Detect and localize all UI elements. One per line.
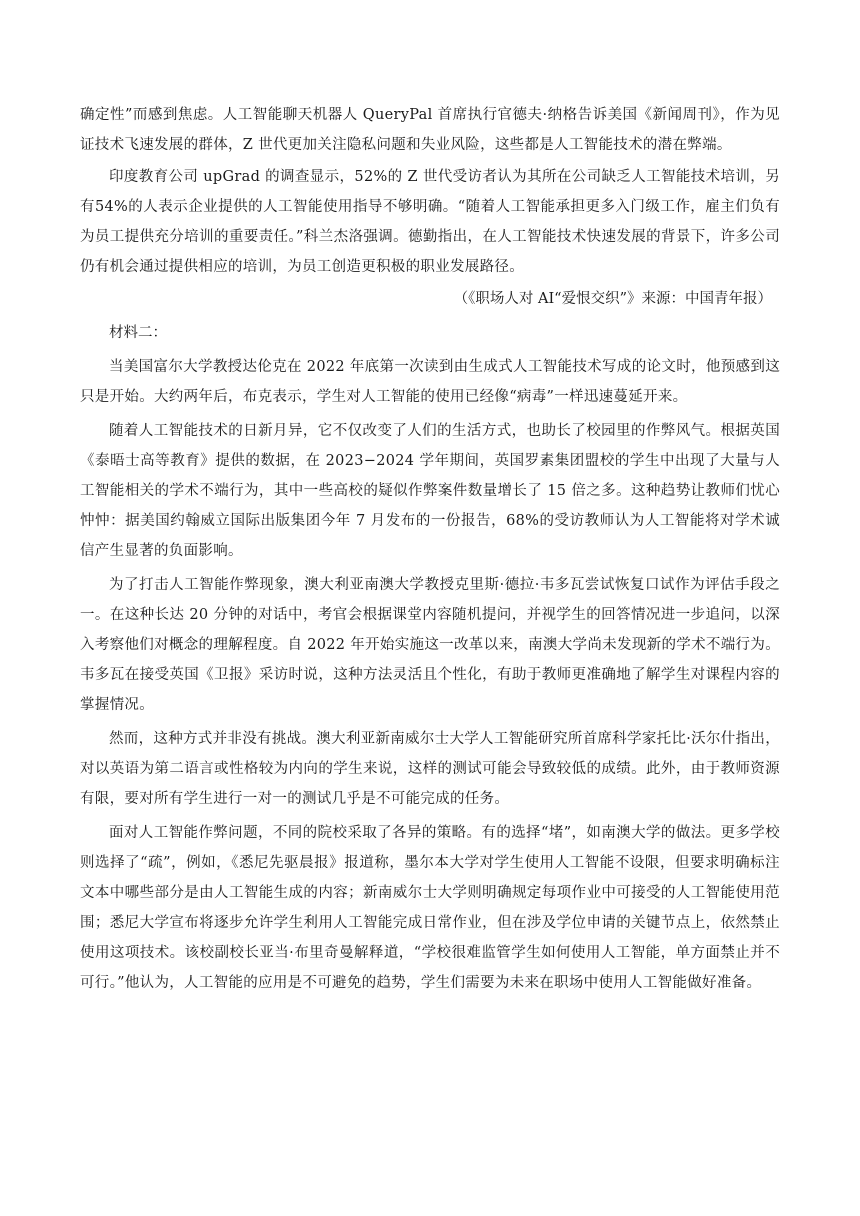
paragraph-cheating-trend: 随着人工智能技术的日新月异，它不仅改变了人们的生活方式，也助长了校园里的作弊风气。根据英国《泰晤士高等教育》提供的数据，在 2023−2024 学年期间，英国罗素集团盟校的学生中出现了大量与人工智能相关的学术不端行为，其中一些高校的疑似作弊案件数量增长了 15 倍之多。这种趋势让教师们忧心忡忡：据美国约翰威立国际出版集团今年 7 月发布的一份报告，68%的受访教师认为人工智能将对学术诚信产生显著的负面影响。	[80, 423, 780, 559]
paragraph-strategies: 面对人工智能作弊问题，不同的院校采取了各异的策略。有的选择“堵”，如南澳大学的做法。更多学校则选择了“疏”，例如，《悉尼先驱晨报》报道称，墨尔本大学对学生使用人工智能不设限，但要求明确标注文本中哪些部分是由人工智能生成的内容；新南威尔士大学则明确规定每项作业中可接受的人工智能使用范围；悉尼大学宣布将逐步允许学生利用人工智能完成日常作业，但在涉及学位申请的关键节点上，依然禁止使用这项技术。该校副校长亚当·布里奇曼解释道，“学校很难监管学生如何使用人工智能，单方面禁止并不可行。”他认为，人工智能的应用是不可避免的趋势，学生们需要为未来在职场中使用人工智能做好准备。	[80, 825, 780, 991]
section-label-material-two: 材料二：	[109, 325, 167, 341]
paragraph-upgrad-survey: 印度教育公司 upGrad 的调查显示，52%的 Z 世代受访者认为其所在公司缺乏人工智能技术培训，另有54%的人表示企业提供的人工智能使用指导不够明确。“随着人工智能承担更多入门级工作，雇主们负有为员工提供充分培训的重要责任。”科兰杰洛强调。德勤指出，在人工智能技术快速发展的背景下，许多公司仍有机会通过提供相应的培训，为员工创造更积极的职业发展路径。	[80, 169, 780, 275]
paragraph-continuation: 确定性”而感到焦虑。人工智能聊天机器人 QueryPal 首席执行官德夫·纳格告诉美国《新闻周刊》，作为见证技术飞速发展的群体，Z 世代更加关注隐私问题和失业风险，这些都是人工智能技术的潜在弊端。	[80, 107, 780, 153]
document-page	[80, 100, 780, 998]
paragraph-cornell-professor: 当美国富尔大学教授达伦克在 2022 年底第一次读到由生成式人工智能技术写成的论文时，他预感到这只是开始。大约两年后，布克表示，学生对人工智能的使用已经像“病毒”一样迅速蔓延开来。	[80, 359, 780, 405]
source-citation: （《职场人对 AI“爱恨交织”》来源：中国青年报）	[453, 291, 772, 307]
paragraph-challenges: 然而，这种方式并非没有挑战。澳大利亚新南威尔士大学人工智能研究所首席科学家托比·沃尔什指出，对以英语为第二语言或性格较为内向的学生来说，这样的测试可能会导致较低的成绩。此外，由于教师资源有限，要对所有学生进行一对一的测试几乎是不可能完成的任务。	[80, 731, 780, 807]
paragraph-oral-exam: 为了打击人工智能作弊现象，澳大利亚南澳大学教授克里斯·德拉·韦多瓦尝试恢复口试作为评估手段之一。在这种长达 20 分钟的对话中，考官会根据课堂内容随机提问，并视学生的回答情况进一步追问，以深入考察他们对概念的理解程度。自 2022 年开始实施这一改革以来，南澳大学尚未发现新的学术不端行为。韦多瓦在接受英国《卫报》采访时说，这种方法灵活且个性化，有助于教师更准确地了解学生对课程内容的掌握情况。	[80, 577, 780, 713]
